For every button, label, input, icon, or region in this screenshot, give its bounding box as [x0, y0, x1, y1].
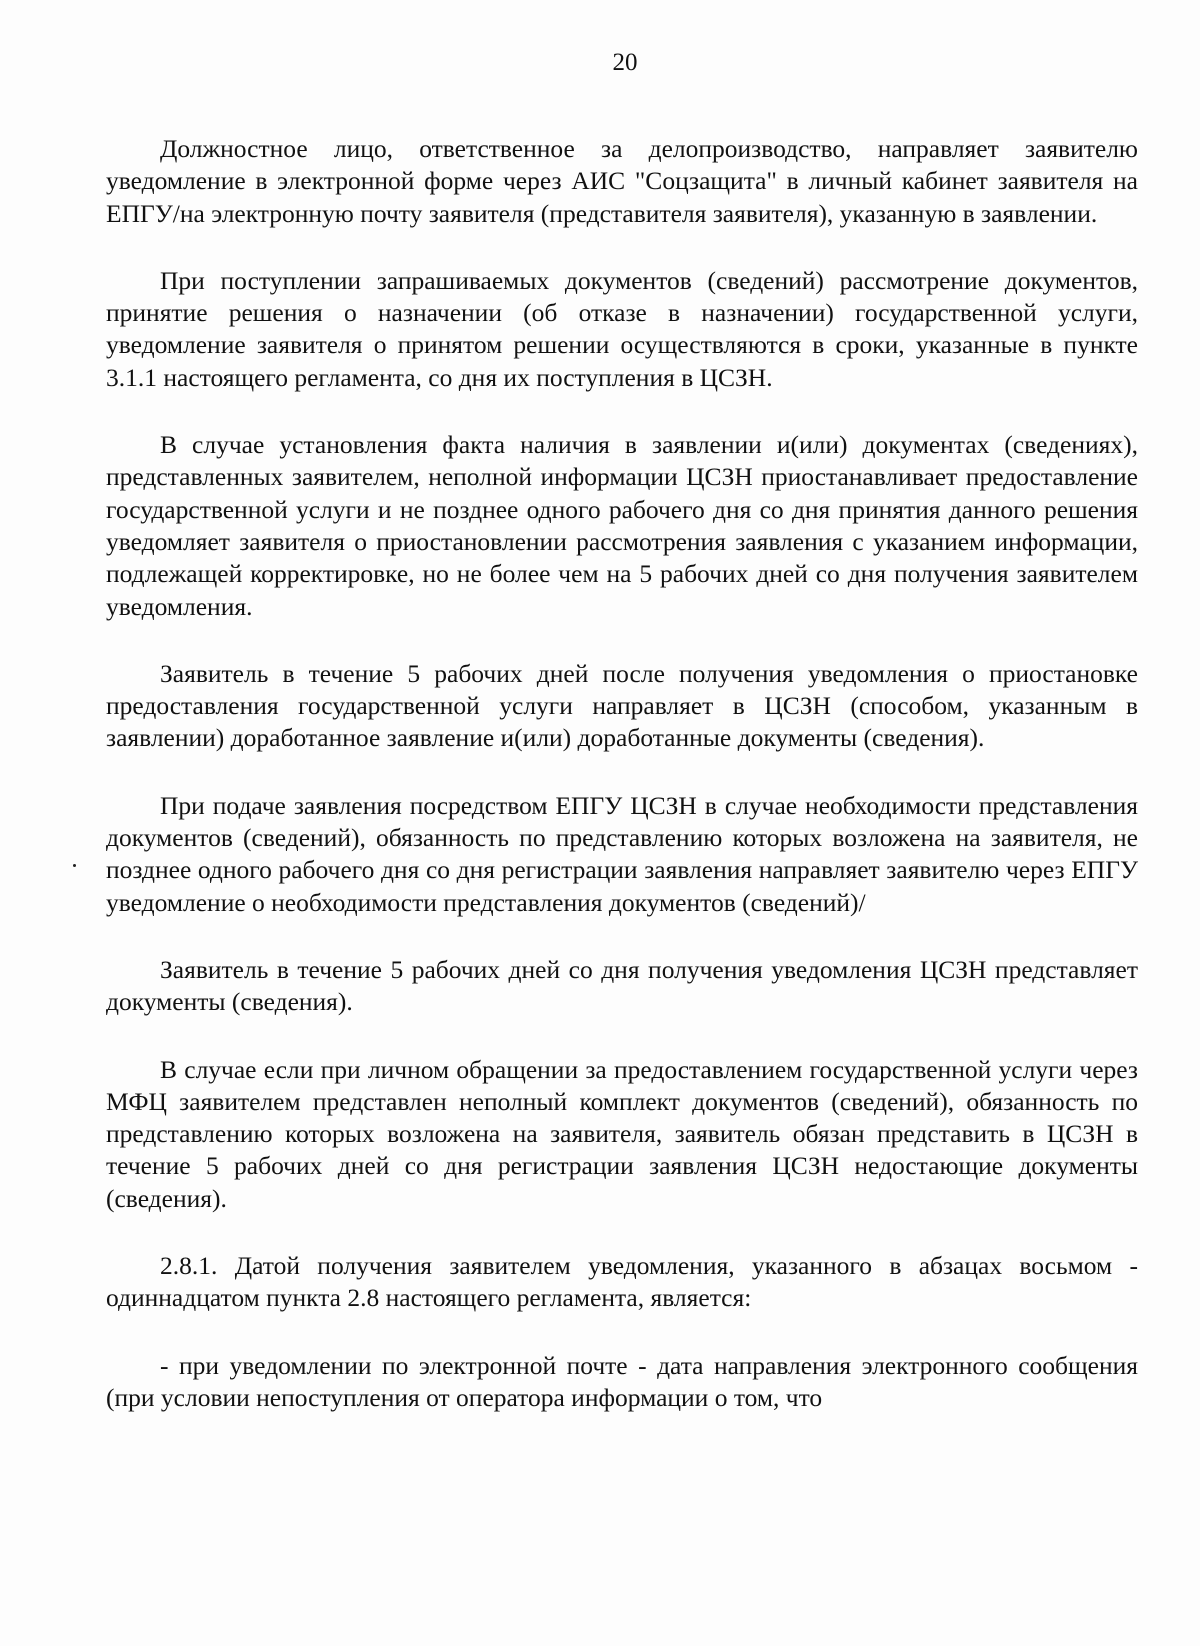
paragraph-email-notification: - при уведомлении по электронной почте - дата направления электронного сообщения (при условии непоступления от оператора информации о том, что: [106, 1350, 1138, 1412]
paragraph-notification-method: Должностное лицо, ответственное за делопроизводство, направляет заявителю уведомление в электронной форме через АИС "Соцзащита" в личный кабинет заявителя на ЕПГУ/на электронную почту заявителя (представителя заявителя), указанную в заявлении.: [106, 134, 1138, 228]
paragraph-applicant-provides-documents: Заявитель в течение 5 рабочих дней со дня получения уведомления ЦСЗН представляет документы (сведения).: [106, 954, 1138, 1017]
scan-speck: [73, 864, 76, 867]
page-number: 20: [612, 49, 638, 76]
paragraph-2-8-1: 2.8.1. Датой получения заявителем уведомления, указанного в абзацах восьмом - одиннадцатом пункта 2.8 настоящего регламента, является:: [106, 1251, 1138, 1313]
paragraph-epgu-submission: При подаче заявления посредством ЕПГУ ЦСЗН в случае необходимости представления документов (сведений), обязанность по представлению которых возложена на заявителя, не позднее одного рабочего дня со дня регистрации заявления направляет заявителю через ЕПГУ уведомление о необходимости представления документов (сведений)/: [106, 790, 1138, 917]
paragraph-applicant-revision: Заявитель в течение 5 рабочих дней после получения уведомления о приостановке предоставления государственной услуги направляет в ЦСЗН (способом, указанным в заявлении) доработанное заявление и(или) доработанные документы (сведения).: [106, 658, 1138, 753]
document-body: [106, 133, 1138, 1414]
paragraph-incomplete-information: В случае установления факта наличия в заявлении и(или) документах (сведениях), представленных заявителем, неполной информации ЦСЗН приостанавливает предоставление государственной услуги и не позднее одного рабочего дня со дня принятия данного решения уведомляет заявителя о приостановлении рассмотрения заявления с указанием информации, подлежащей корректировке, но не более чем на 5 рабочих дней со дня получения заявителем уведомления.: [106, 430, 1138, 621]
paragraph-mfc-incomplete-set: В случае если при личном обращении за предоставлением государственной услуги через МФЦ заявителем представлен неполный комплект документов (сведений), обязанность по представлению которых возложена на заявителя, заявитель обязан представить в ЦСЗН в течение 5 рабочих дней со дня регистрации заявления ЦСЗН недостающие документы (сведения).: [106, 1054, 1138, 1213]
paragraph-documents-received: При поступлении запрашиваемых документов (сведений) рассмотрение документов, принятие решения о назначении (об отказе в назначении) государственной услуги, уведомление заявителя о принятом решении осуществляются в сроки, указанные в пункте 3.1.1 настоящего регламента, со дня их поступления в ЦСЗН.: [106, 265, 1138, 392]
